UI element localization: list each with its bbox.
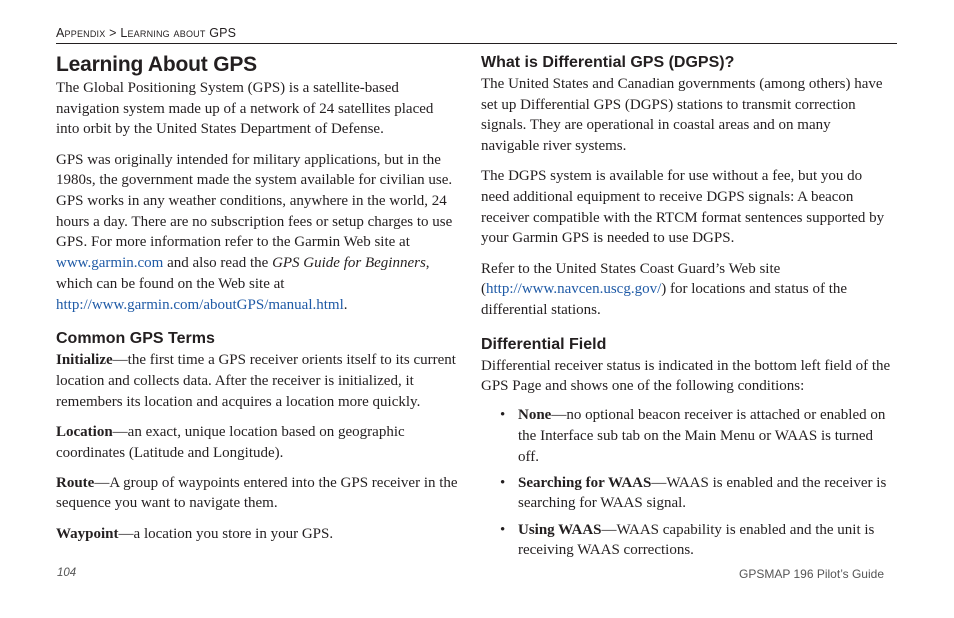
term-label: Initialize xyxy=(56,352,113,369)
bullet-icon: • xyxy=(500,521,506,538)
condition-definition: —WAAS is enabled and the receiver is searching for WAAS signal. xyxy=(518,474,887,512)
term-definition: —A group of waypoints entered into the GPS receiver in the sequence you want to navigate them. xyxy=(56,474,458,512)
gps-manual-link[interactable]: http://www.garmin.com/aboutGPS/manual.html xyxy=(56,296,344,313)
term-label: Location xyxy=(56,423,113,440)
term-route xyxy=(56,473,460,514)
dgps-text-a: Refer to the United States Coast Guard’s Web site ( xyxy=(481,260,781,298)
history-text-d: . xyxy=(343,296,348,313)
gps-intro-paragraph: The Global Positioning System (GPS) is a satellite-based navigation system made up of a network of 24 satellites placed into orbit by the United States Department of Defense. xyxy=(56,80,434,138)
condition-label: Using WAAS xyxy=(518,521,602,538)
history-text-c: , which can be found on the Web site at xyxy=(56,255,430,292)
term-definition: —the first time a GPS receiver orients itself to its current location and collects data. After the receiver is initialized, it remembers its location and acquires a location more quickly. xyxy=(56,352,456,410)
term-initialize xyxy=(56,350,460,412)
guide-title: GPSMAP 196 Pilot’s Guide xyxy=(739,567,884,581)
page-number: 104 xyxy=(57,567,77,579)
term-definition: —an exact, unique location based on geographic coordinates (Latitude and Longitude). xyxy=(56,423,405,461)
dgps-text-b: ) for locations and status of the differential stations. xyxy=(481,281,848,319)
bullet-icon: • xyxy=(500,474,506,491)
differential-field-paragraph: Differential receiver status is indicated in the bottom left field of the GPS Page and shows one of the following conditions: xyxy=(481,357,891,395)
history-text-b: and also read the xyxy=(163,255,273,272)
dgps-paragraph-1: The United States and Canadian governments (among others) have set up Differential GPS (DGPS) stations to transmit correction signals. They are operational in coastal areas and on many navigable river systems. xyxy=(481,76,883,155)
uscg-site-link[interactable]: http://www.navcen.uscg.gov/ xyxy=(486,281,662,298)
dgps-paragraph-3 xyxy=(481,259,891,321)
dgps-heading: What is Differential GPS (DGPS)? xyxy=(481,54,735,71)
list-item xyxy=(481,473,891,514)
condition-definition: —WAAS capability is enabled and the unit is receiving WAAS corrections. xyxy=(518,521,875,559)
history-text-a: GPS was originally intended for military applications, but in the 1980s, the government made the system available for civilian use. GPS works in any weather conditions, anywhere in the world, 24 hours a day. There are no subscription fees or setup charges to use GPS. For more information refer to the Garmin Web site at xyxy=(56,151,453,251)
left-column xyxy=(56,52,460,544)
term-location xyxy=(56,422,460,463)
breadcrumb-subsection[interactable]: Learning about GPS xyxy=(120,26,237,40)
guide-title-italic: GPS Guide for Beginners xyxy=(272,255,426,272)
differential-field-heading: Differential Field xyxy=(481,335,607,353)
garmin-site-link[interactable]: www.garmin.com xyxy=(56,255,164,272)
dgps-paragraph-2: The DGPS system is available for use without a fee, but you do need additional equipment to receive DGPS signals: A beacon receiver compatible with the RTCM format sentences supported by your Garmin GPS is needed to use DGPS. xyxy=(481,168,885,247)
condition-label: None xyxy=(518,407,552,424)
header-rule xyxy=(56,43,897,44)
list-item xyxy=(481,405,891,467)
conditions-list xyxy=(481,405,891,561)
breadcrumb xyxy=(56,26,896,40)
term-label: Waypoint xyxy=(56,525,119,542)
term-waypoint xyxy=(56,524,460,545)
common-terms-heading: Common GPS Terms xyxy=(56,330,215,348)
bullet-icon: • xyxy=(500,407,506,424)
breadcrumb-section[interactable]: Appendix xyxy=(56,26,106,40)
page-title: Learning About GPS xyxy=(56,53,257,76)
list-item xyxy=(481,520,891,561)
condition-label: Searching for WAAS xyxy=(518,474,652,491)
breadcrumb-separator: > xyxy=(105,26,121,40)
right-column xyxy=(481,52,891,567)
term-definition: —a location you store in your GPS. xyxy=(118,525,334,542)
condition-definition: —no optional beacon receiver is attached or enabled on the Interface sub tab on the Main Menu or WAAS is turned off. xyxy=(518,407,886,465)
term-label: Route xyxy=(56,474,95,491)
gps-history-paragraph xyxy=(56,150,460,316)
